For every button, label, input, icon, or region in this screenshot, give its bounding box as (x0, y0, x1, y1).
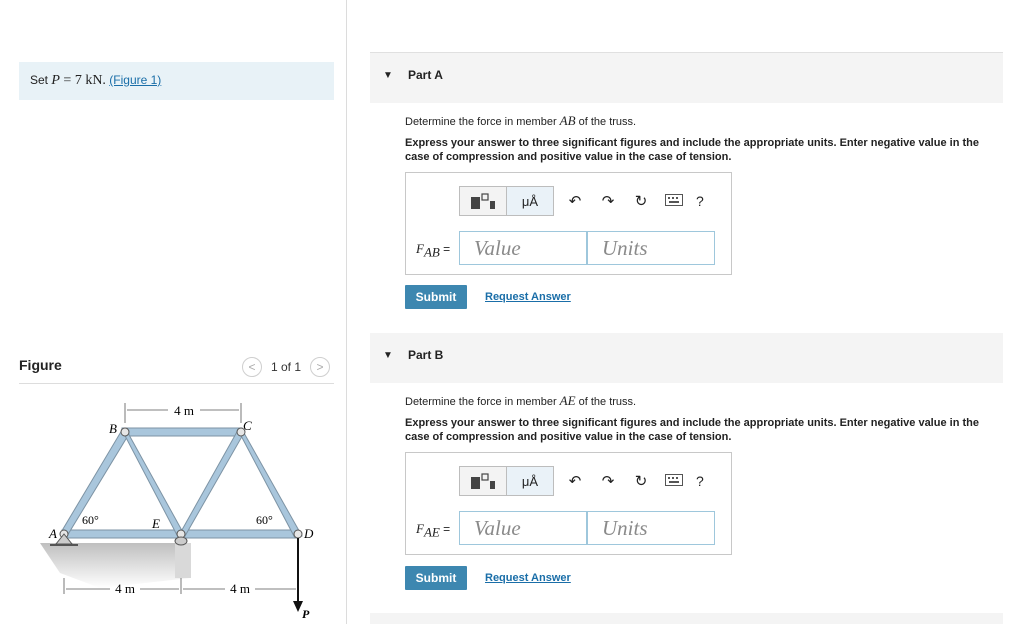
part-b-title: Part B (408, 348, 444, 362)
prev-figure-button[interactable]: < (242, 357, 262, 377)
dim-top-label: 4 m (174, 403, 194, 418)
support-wall (175, 543, 191, 578)
part-a-toolbar (459, 186, 704, 216)
template-icon (470, 472, 496, 490)
joint-A-label: A (49, 526, 57, 541)
collapse-triangle-icon[interactable]: ▼ (383, 350, 393, 361)
set-prefix: Set (30, 73, 49, 87)
dim-left-label: 4 m (115, 581, 135, 596)
part-b-field-label: $F_{AE}$ = (416, 521, 451, 540)
part-a-submit-button[interactable]: Submit (405, 285, 467, 309)
angle-left-label: 60° (82, 513, 99, 527)
angle-right-label: 60° (256, 513, 273, 527)
support-E (175, 537, 187, 545)
undo-icon[interactable]: ↶ (568, 473, 582, 490)
figure-pager (242, 357, 330, 377)
figure-link[interactable]: (Figure 1) (109, 73, 162, 87)
part-a-header[interactable] (370, 53, 1003, 103)
reset-icon[interactable]: ↻ (634, 193, 648, 210)
problem-statement (19, 62, 334, 100)
redo-icon[interactable]: ↷ (601, 473, 615, 490)
part-a-request-answer-link[interactable]: Request Answer (485, 291, 571, 303)
part-b-toolbar (459, 466, 704, 496)
reset-icon[interactable]: ↻ (634, 473, 648, 490)
part-b-instruction: Express your answer to three significant figures and include the appropriate units. Enter negative value in the case of compression and positive value in the case of tension. (405, 417, 979, 443)
units-tool-button[interactable] (506, 186, 554, 216)
member-name: AE (559, 393, 576, 408)
part-a-units-input[interactable]: Units (587, 231, 715, 265)
figure-panel (0, 0, 347, 624)
units-icon: μÅ (521, 473, 539, 489)
pin-B (121, 428, 129, 436)
member-EC (178, 430, 244, 537)
member-name: AB (559, 113, 576, 128)
keyboard-icon[interactable] (663, 473, 685, 490)
part-b-value-input[interactable]: Value (459, 511, 587, 545)
part-a-value-input[interactable]: Value (459, 231, 587, 265)
next-part-header (370, 613, 1003, 624)
templates-button[interactable] (459, 186, 507, 216)
part-b-submit-button[interactable]: Submit (405, 566, 467, 590)
figure-title: Figure (19, 357, 62, 373)
dim-right-label: 4 m (230, 581, 250, 596)
units-icon: μÅ (521, 193, 539, 209)
part-a-instruction: Express your answer to three significant figures and include the appropriate units. Enter negative value in the case of compression and positive value in the case of tension. (405, 137, 979, 163)
help-icon[interactable]: ? (696, 473, 704, 489)
templates-button[interactable] (459, 466, 507, 496)
collapse-triangle-icon[interactable]: ▼ (383, 70, 393, 81)
figure-count: 1 of 1 (271, 360, 302, 374)
member-BC (122, 428, 242, 436)
part-b-question: Determine the force in member AE of the truss. (405, 393, 637, 408)
figure-divider (19, 383, 334, 384)
joint-B-label: B (109, 421, 117, 436)
joint-C-label: C (243, 418, 252, 433)
load-value: = 7 kN. (59, 73, 106, 88)
load-label: P (302, 607, 310, 621)
joint-D-label: D (304, 526, 314, 541)
part-a-answer-box (405, 172, 732, 275)
part-a-question: Determine the force in member AB of the truss. (405, 113, 637, 128)
part-a-title: Part A (408, 68, 443, 82)
part-b-request-answer-link[interactable]: Request Answer (485, 572, 571, 584)
units-tool-button[interactable] (506, 466, 554, 496)
truss-figure (40, 398, 330, 623)
joint-E-label: E (152, 516, 160, 531)
part-b-header[interactable] (370, 333, 1003, 383)
template-icon (470, 192, 496, 210)
load-variable: P (51, 73, 60, 88)
redo-icon[interactable]: ↷ (601, 193, 615, 210)
pin-D (294, 530, 302, 538)
part-b-units-input[interactable]: Units (587, 511, 715, 545)
part-a-field-label: $F_{AB}$ = (416, 241, 451, 260)
help-icon[interactable]: ? (696, 193, 704, 209)
keyboard-icon[interactable] (663, 193, 685, 210)
undo-icon[interactable]: ↶ (568, 193, 582, 210)
next-figure-button[interactable]: > (310, 357, 330, 377)
part-b-answer-box (405, 452, 732, 555)
